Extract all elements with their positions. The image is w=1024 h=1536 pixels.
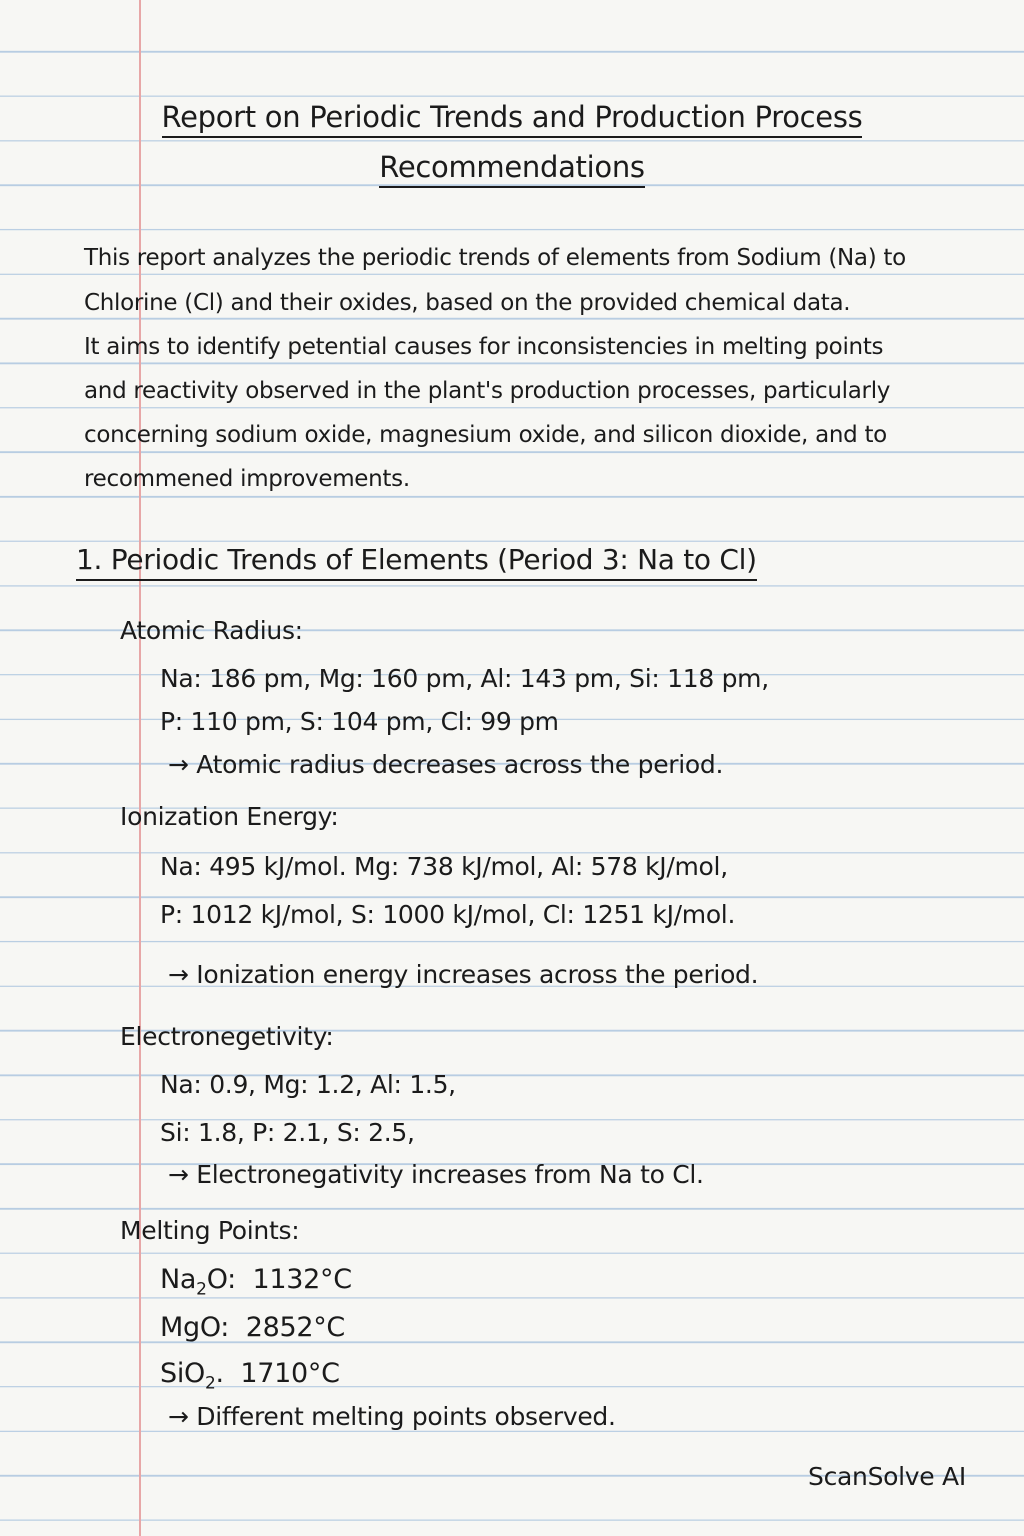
electronegativity-trend: → Electronegativity increases from Na to Cl. [168, 1160, 704, 1189]
intro-line-2: Chlorine (Cl) and their oxides, based on the provided chemical data. [84, 290, 851, 316]
electronegativity-heading: Electronegetivity: [120, 1022, 334, 1051]
intro-line-4: and reactivity observed in the plant's production processes, particularly [84, 378, 891, 404]
title-line-2: Recommendations [0, 150, 1024, 184]
melting-point-na2o: $Na_2O$: 1132°C [160, 1264, 352, 1300]
melting-point-value: 1710°C [240, 1358, 340, 1389]
melting-point-mgo: MgO: 2852°C [160, 1312, 345, 1343]
melting-point-value: 2852°C [245, 1312, 345, 1343]
section-1-heading [76, 543, 757, 576]
atomic-radius-line-2: P: 110 pm, S: 104 pm, Cl: 99 pm [160, 707, 559, 736]
electronegativity-line-1: Na: 0.9, Mg: 1.2, Al: 1.5, [160, 1070, 456, 1099]
melting-point-value: 1132°C [252, 1264, 352, 1295]
intro-line-1: This report analyzes the periodic trends of elements from Sodium (Na) to [84, 245, 906, 271]
atomic-radius-heading: Atomic Radius: [120, 616, 303, 645]
ionization-energy-line-1: Na: 495 kJ/mol. Mg: 738 kJ/mol, Al: 578 kJ/mol, [160, 852, 728, 881]
melting-points-trend: → Different melting points observed. [168, 1402, 616, 1431]
atomic-radius-trend: → Atomic radius decreases across the period. [168, 750, 724, 779]
intro-line-5: concerning sodium oxide, magnesium oxide, and silicon dioxide, and to [84, 422, 887, 448]
intro-line-6: recommened improvements. [84, 466, 410, 492]
melting-points-heading: Melting Points: [120, 1216, 300, 1245]
atomic-radius-line-1: Na: 186 pm, Mg: 160 pm, Al: 143 pm, Si: 118 pm, [160, 664, 769, 693]
ionization-energy-line-2: P: 1012 kJ/mol, S: 1000 kJ/mol, Cl: 1251 kJ/mol. [160, 900, 736, 929]
melting-point-sio2: SiO$_2$. 1710°C [160, 1358, 340, 1394]
section-title: Periodic Trends of Elements (Period 3: Na to Cl) [110, 543, 757, 576]
title-line-1: Report on Periodic Trends and Production Process [0, 100, 1024, 134]
ionization-energy-trend: → Ionization energy increases across the period. [168, 960, 759, 989]
section-number: 1. [76, 543, 103, 576]
ionization-energy-heading: Ionization Energy: [120, 802, 339, 831]
intro-line-3: It aims to identify petential causes for inconsistencies in melting points [84, 334, 884, 360]
margin-line [139, 0, 141, 1536]
electronegativity-line-2: Si: 1.8, P: 2.1, S: 2.5, [160, 1118, 415, 1147]
signature: ScanSolve AI [808, 1462, 966, 1491]
